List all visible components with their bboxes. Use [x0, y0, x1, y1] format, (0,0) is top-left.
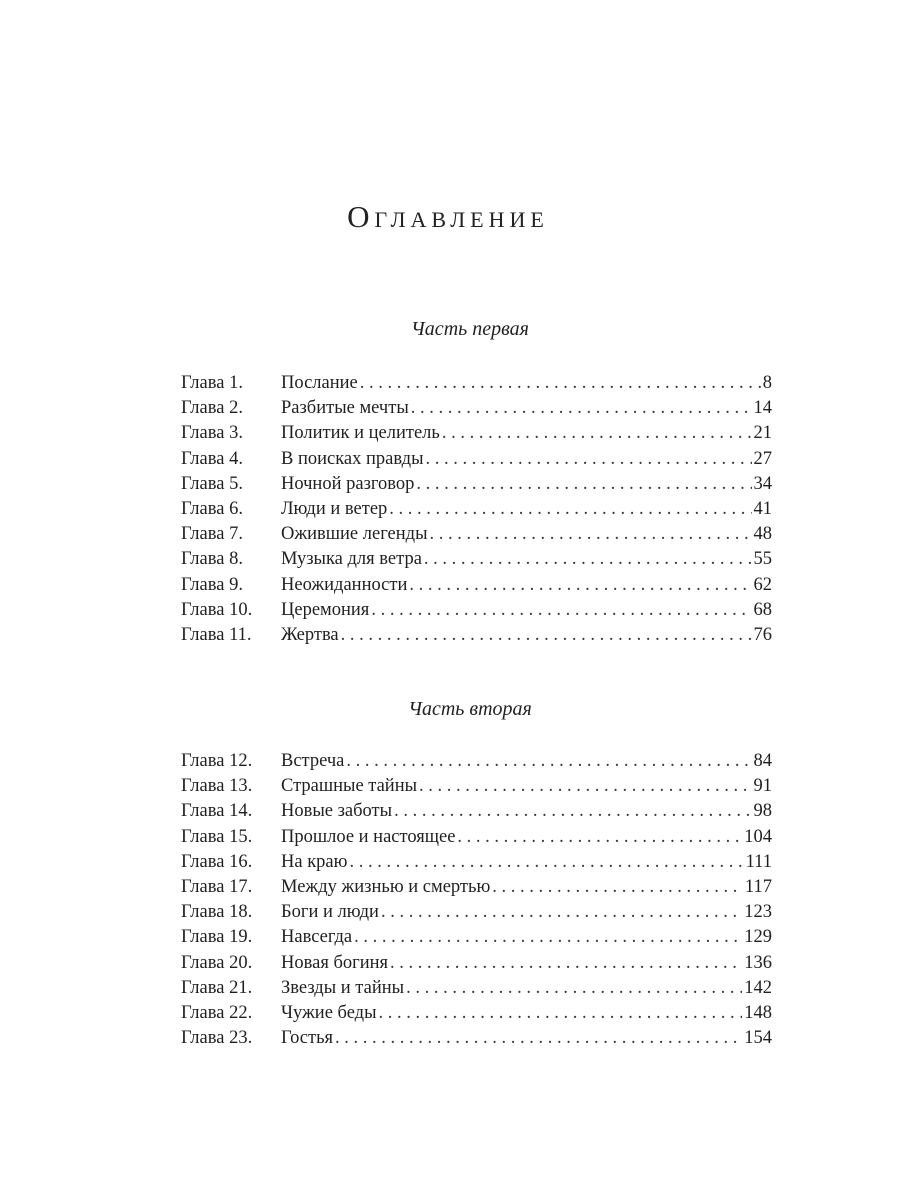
chapter-name: Послание — [281, 373, 358, 393]
chapter-label: Глава 1. — [181, 373, 243, 393]
chapter-name: Ночной разговор — [281, 473, 415, 494]
page-number: 142 — [744, 977, 772, 998]
chapter-name: Боги и люди — [281, 902, 379, 923]
toc-entry[interactable] — [181, 976, 772, 1001]
dot-leader — [457, 825, 742, 850]
toc-entry[interactable] — [181, 850, 772, 875]
chapter-label: Глава 7. — [181, 524, 243, 545]
chapter-name: Новая богиня — [281, 952, 389, 973]
page-number: 154 — [744, 1028, 772, 1049]
toc-entry[interactable] — [181, 371, 772, 396]
dot-leader — [442, 421, 752, 446]
page-number: 27 — [753, 448, 772, 469]
dot-leader — [341, 623, 752, 648]
dot-leader — [389, 497, 751, 522]
toc-entry[interactable] — [181, 875, 772, 900]
dot-leader — [419, 774, 751, 799]
toc-entry[interactable] — [181, 447, 772, 472]
toc-entry[interactable] — [181, 900, 772, 925]
chapter-label: Глава 18. — [181, 902, 253, 923]
page-number: 98 — [753, 801, 772, 822]
dot-leader — [360, 371, 761, 396]
dot-leader — [394, 799, 751, 824]
part-heading: Часть первая — [411, 318, 529, 340]
toc-entry[interactable] — [181, 522, 772, 547]
chapter-label: Глава 6. — [181, 498, 243, 519]
dot-leader — [406, 976, 742, 1001]
chapter-label: Глава 19. — [181, 927, 253, 948]
chapter-name: Страшные тайны — [281, 776, 418, 797]
page-number: 136 — [744, 952, 772, 973]
dot-leader — [354, 925, 742, 950]
page-number: 34 — [753, 473, 772, 494]
chapter-label: Глава 13. — [181, 776, 253, 797]
page-number: 129 — [744, 927, 772, 948]
toc-list — [181, 371, 772, 648]
chapter-name: Неожиданности — [281, 574, 408, 595]
chapter-label: Глава 22. — [181, 1002, 253, 1023]
chapter-name: Ожившие легенды — [281, 524, 428, 545]
page-number: 14 — [753, 398, 772, 419]
toc-entry[interactable] — [181, 421, 772, 446]
page-number: 8 — [762, 373, 772, 393]
toc-entry[interactable] — [181, 1026, 772, 1051]
toc-entry[interactable] — [181, 623, 772, 648]
chapter-name: Навсегда — [281, 927, 353, 948]
dot-leader — [424, 547, 752, 572]
toc-entry[interactable] — [181, 1001, 772, 1026]
chapter-label: Глава 10. — [181, 599, 253, 620]
chapter-label: Глава 3. — [181, 423, 243, 444]
dot-leader — [411, 396, 752, 421]
page-number: 76 — [753, 624, 772, 645]
chapter-name: Встреча — [281, 751, 345, 771]
toc-entry[interactable] — [181, 497, 772, 522]
dot-leader — [492, 875, 743, 900]
dot-leader — [346, 749, 751, 774]
toc-entry[interactable] — [181, 573, 772, 598]
toc-list — [181, 749, 772, 1051]
dot-leader — [381, 900, 742, 925]
chapter-name: Гостья — [281, 1028, 334, 1049]
chapter-name: Разбитые мечты — [281, 398, 409, 419]
chapter-name: Новые заботы — [281, 801, 393, 822]
toc-entry[interactable] — [181, 749, 772, 774]
chapter-name: Люди и ветер — [281, 498, 388, 519]
dot-leader — [409, 573, 751, 598]
dot-leader — [379, 1001, 743, 1026]
chapter-label: Глава 21. — [181, 977, 253, 998]
chapter-label: Глава 23. — [181, 1028, 253, 1049]
page-number: 91 — [753, 776, 772, 797]
chapter-label: Глава 14. — [181, 801, 253, 822]
page-number: 62 — [753, 574, 772, 595]
dot-leader — [390, 951, 742, 976]
chapter-label: Глава 12. — [181, 751, 253, 771]
page-number: 117 — [744, 876, 772, 897]
page-number: 84 — [753, 751, 772, 771]
page-number: 68 — [753, 599, 772, 620]
toc-entry[interactable] — [181, 925, 772, 950]
chapter-label: Глава 15. — [181, 826, 253, 847]
page-number: 55 — [753, 549, 772, 570]
dot-leader — [430, 522, 752, 547]
dot-leader — [349, 850, 743, 875]
toc-entry[interactable] — [181, 396, 772, 421]
toc-entry[interactable] — [181, 951, 772, 976]
toc-entry[interactable] — [181, 598, 772, 623]
toc-entry[interactable] — [181, 547, 772, 572]
page-number: 111 — [745, 851, 772, 872]
chapter-name: Музыка для ветра — [281, 549, 422, 570]
page-number: 48 — [753, 524, 772, 545]
chapter-name: Чужие беды — [281, 1002, 377, 1023]
chapter-name: На краю — [281, 851, 348, 872]
page-title: Оглавление — [347, 198, 549, 234]
chapter-name: В поисках правды — [281, 448, 424, 469]
dot-leader — [371, 598, 751, 623]
toc-entry[interactable] — [181, 825, 772, 850]
dot-leader — [335, 1026, 742, 1051]
part-heading: Часть вторая — [408, 698, 532, 720]
chapter-name: Жертва — [281, 624, 339, 645]
chapter-label: Глава 2. — [181, 398, 243, 419]
toc-entry[interactable] — [181, 472, 772, 497]
dot-leader — [426, 447, 752, 472]
toc-entry[interactable] — [181, 799, 772, 824]
chapter-label: Глава 4. — [181, 448, 243, 469]
toc-entry[interactable] — [181, 774, 772, 799]
page-number: 41 — [753, 498, 772, 519]
chapter-label: Глава 9. — [181, 574, 243, 595]
chapter-label: Глава 5. — [181, 473, 243, 494]
chapter-label: Глава 16. — [181, 851, 253, 872]
page-number: 21 — [753, 423, 772, 444]
chapter-name: Между жизнью и смертью — [281, 876, 491, 897]
chapter-label: Глава 11. — [181, 624, 252, 645]
chapter-name: Звезды и тайны — [281, 977, 405, 998]
chapter-label: Глава 17. — [181, 876, 253, 897]
chapter-name: Церемония — [281, 599, 370, 620]
chapter-label: Глава 20. — [181, 952, 253, 973]
chapter-label: Глава 8. — [181, 549, 243, 570]
page-number: 104 — [744, 826, 772, 847]
page-number: 148 — [744, 1002, 772, 1023]
chapter-name: Политик и целитель — [281, 423, 440, 444]
chapter-name: Прошлое и настоящее — [281, 826, 456, 847]
page-number: 123 — [744, 902, 772, 923]
dot-leader — [416, 472, 751, 497]
